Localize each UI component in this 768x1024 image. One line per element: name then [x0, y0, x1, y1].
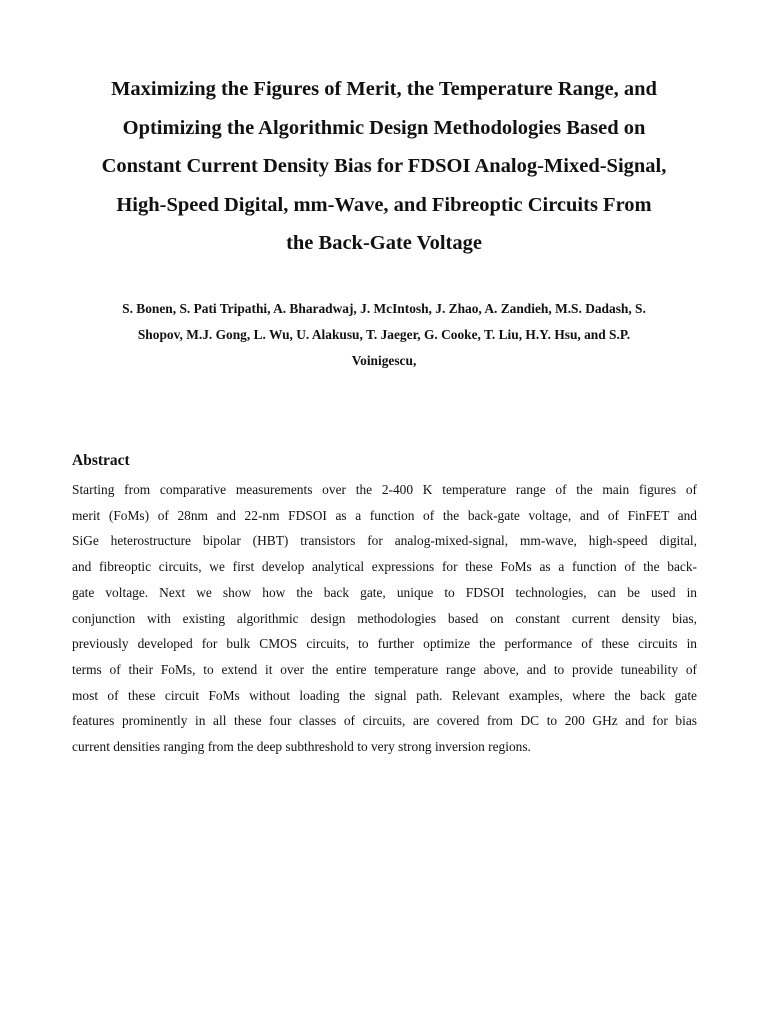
abstract-heading: Abstract [72, 452, 130, 469]
author-list [72, 296, 696, 374]
title-line: Optimizing the Algorithmic Design Methodologies Based on [122, 116, 646, 139]
author-line: S. Bonen, S. Pati Tripathi, A. Bharadwaj, J. McIntosh, J. Zhao, A. Zandieh, M.S. Dadash, S. [122, 301, 646, 316]
abstract-line: conjunction with existing algorithmic design methodologies based on constant current density bias, [72, 610, 697, 626]
abstract-line: terms of their FoMs, to extend it over the entire temperature range above, and to provide tuneability of [72, 661, 697, 677]
author-line: Voinigescu, [351, 353, 417, 368]
abstract-line: Starting from comparative measurements over the 2-400 K temperature range of the main figures of [72, 482, 697, 497]
abstract-line: current densities ranging from the deep subthreshold to very strong inversion regions. [72, 739, 531, 755]
abstract-line: features prominently in all these four classes of circuits, are covered from DC to 200 GHz and for bias [72, 713, 697, 729]
paper-title [56, 70, 712, 263]
title-line: the Back-Gate Voltage [286, 232, 482, 254]
abstract-line: and fibreoptic circuits, we first develop analytical expressions for these FoMs as a function of the back- [72, 559, 697, 575]
title-line: High-Speed Digital, mm-Wave, and Fibreoptic Circuits From [116, 193, 652, 216]
abstract-body [72, 477, 697, 760]
author-line: Shopov, M.J. Gong, L. Wu, U. Alakusu, T. Jaeger, G. Cooke, T. Liu, H.Y. Hsu, and S.P. [137, 327, 631, 342]
abstract-line: gate voltage. Next we show how the back gate, unique to FDSOI technologies, can be used in [72, 584, 697, 600]
abstract-line: previously developed for bulk CMOS circuits, to further optimize the performance of these circuits in [72, 636, 697, 652]
title-line: Maximizing the Figures of Merit, the Temperature Range, and [111, 78, 657, 100]
abstract-line: merit (FoMs) of 28nm and 22-nm FDSOI as a function of the back-gate voltage, and of FinFET and [72, 507, 697, 523]
abstract-line: SiGe heterostructure bipolar (HBT) transistors for analog-mixed-signal, mm-wave, high-speed digital, [72, 533, 697, 549]
title-line: Constant Current Density Bias for FDSOI Analog-Mixed-Signal, [101, 155, 667, 177]
abstract-line: most of these circuit FoMs without loading the signal path. Relevant examples, where the back gate [72, 687, 697, 703]
